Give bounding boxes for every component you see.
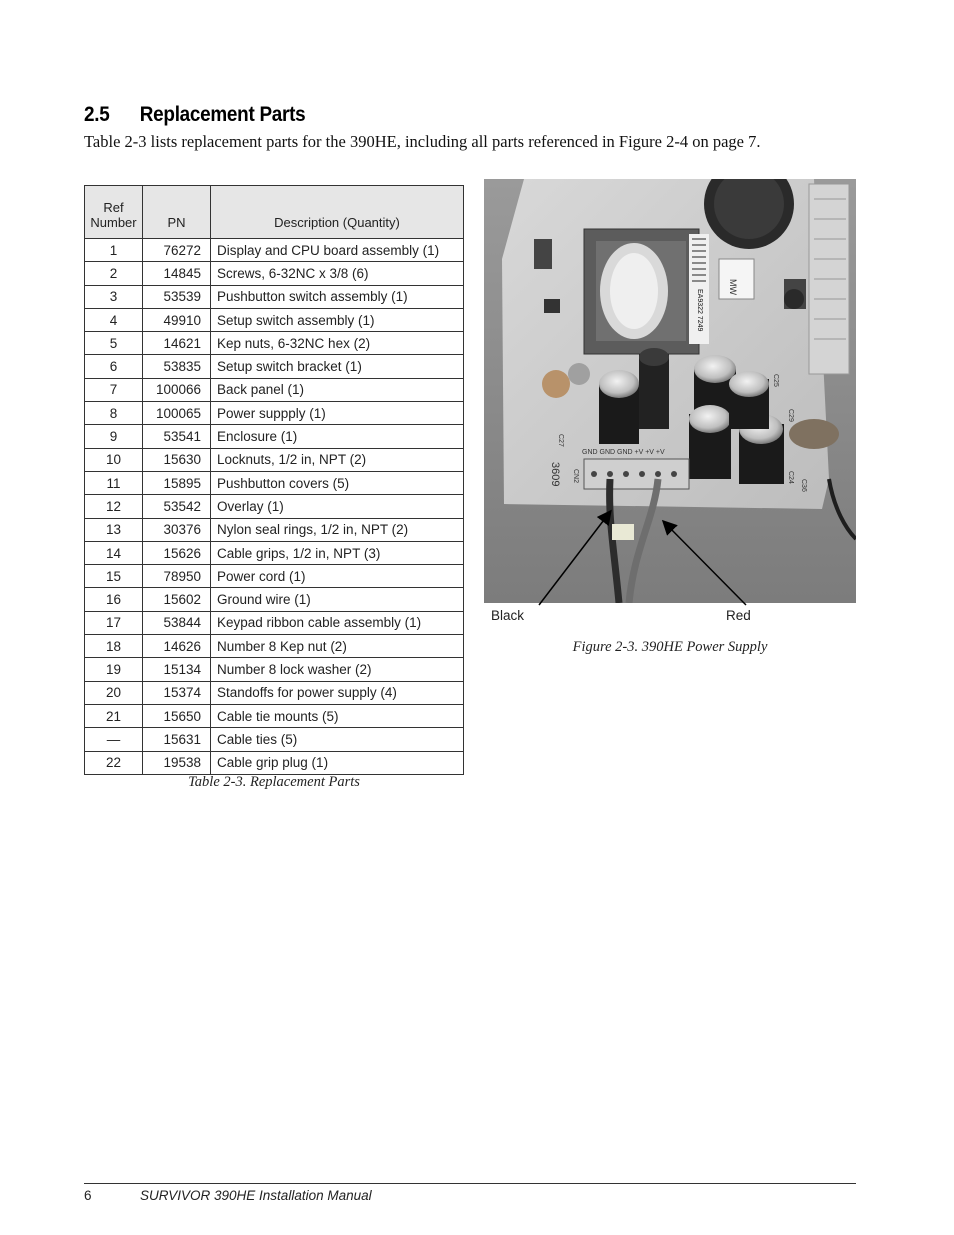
table-row <box>85 239 464 262</box>
cell-pn: 30376 <box>143 518 211 541</box>
table-row <box>85 565 464 588</box>
table-row <box>85 495 464 518</box>
cell-description: Locknuts, 1/2 in, NPT (2) <box>211 448 464 471</box>
cell-pn: 53835 <box>143 355 211 378</box>
cell-description: Cable ties (5) <box>211 728 464 751</box>
cell-pn: 100066 <box>143 378 211 401</box>
cell-description: Number 8 lock washer (2) <box>211 658 464 681</box>
c29-label: C29 <box>787 409 794 422</box>
table-row <box>85 704 464 727</box>
table-row <box>85 355 464 378</box>
cell-ref: 1 <box>85 239 143 262</box>
cell-description: Screws, 6-32NC x 3/8 (6) <box>211 262 464 285</box>
cell-description: Back panel (1) <box>211 378 464 401</box>
cell-pn: 15374 <box>143 681 211 704</box>
table-row <box>85 448 464 471</box>
brand-label: MW <box>728 279 738 295</box>
header-ref-line2: Number <box>90 215 137 230</box>
footer-title: SURVIVOR 390HE Installation Manual <box>140 1188 372 1203</box>
header-ref-number <box>85 186 143 239</box>
cell-ref: 20 <box>85 681 143 704</box>
cell-pn: 76272 <box>143 239 211 262</box>
cell-ref: 11 <box>85 471 143 494</box>
serial-label: EA9322 7249 <box>696 289 703 332</box>
section-heading <box>84 103 305 127</box>
table-row <box>85 611 464 634</box>
cell-description: Nylon seal rings, 1/2 in, NPT (2) <box>211 518 464 541</box>
table-row <box>85 308 464 331</box>
label-black-wire: Black <box>491 608 525 623</box>
cell-description: Cable grips, 1/2 in, NPT (3) <box>211 541 464 564</box>
cell-description: Pushbutton covers (5) <box>211 471 464 494</box>
table-row <box>85 681 464 704</box>
cell-pn: 15626 <box>143 541 211 564</box>
table-row <box>85 402 464 425</box>
cell-ref: 21 <box>85 704 143 727</box>
cell-ref: — <box>85 728 143 751</box>
cell-ref: 19 <box>85 658 143 681</box>
terminal-labels: GND GND GND +V +V +V <box>582 449 665 456</box>
table-row <box>85 518 464 541</box>
table-row <box>85 588 464 611</box>
cell-ref: 15 <box>85 565 143 588</box>
cell-description: Number 8 Kep nut (2) <box>211 635 464 658</box>
cell-description: Enclosure (1) <box>211 425 464 448</box>
table-row <box>85 332 464 355</box>
cell-description: Setup switch assembly (1) <box>211 308 464 331</box>
cell-ref: 5 <box>85 332 143 355</box>
cell-ref: 9 <box>85 425 143 448</box>
cell-description: Overlay (1) <box>211 495 464 518</box>
cell-pn: 19538 <box>143 751 211 774</box>
cell-pn: 15630 <box>143 448 211 471</box>
table-row <box>85 728 464 751</box>
cell-ref: 6 <box>85 355 143 378</box>
page-number: 6 <box>84 1188 92 1203</box>
cell-pn: 15602 <box>143 588 211 611</box>
power-supply-illustration <box>484 179 856 603</box>
table-caption: Table 2-3. Replacement Parts <box>188 774 360 790</box>
header-ref-line1: Ref <box>103 200 124 215</box>
cell-ref: 3 <box>85 285 143 308</box>
cell-description: Keypad ribbon cable assembly (1) <box>211 611 464 634</box>
section-number: 2.5 <box>84 103 110 126</box>
table-row <box>85 635 464 658</box>
cell-ref: 4 <box>85 308 143 331</box>
c27-label: C27 <box>557 434 564 447</box>
table-row <box>85 378 464 401</box>
section-title: Replacement Parts <box>139 103 306 126</box>
cell-description: Setup switch bracket (1) <box>211 355 464 378</box>
cell-ref: 13 <box>85 518 143 541</box>
board-number-label: 3609 <box>549 462 561 487</box>
cell-description: Cable tie mounts (5) <box>211 704 464 727</box>
cell-ref: 14 <box>85 541 143 564</box>
cell-ref: 7 <box>85 378 143 401</box>
cell-ref: 17 <box>85 611 143 634</box>
cell-pn: 53542 <box>143 495 211 518</box>
table-row <box>85 658 464 681</box>
cell-ref: 2 <box>85 262 143 285</box>
table-row <box>85 471 464 494</box>
replacement-parts-table <box>84 185 464 775</box>
cell-description: Pushbutton switch assembly (1) <box>211 285 464 308</box>
intro-paragraph: Table 2-3 lists replacement parts for the 390HE, including all parts referenced in Figure 2-4 on page 7. <box>84 132 761 151</box>
label-red-wire: Red <box>726 608 751 623</box>
cell-description: Standoffs for power supply (4) <box>211 681 464 704</box>
table-row <box>85 285 464 308</box>
table-row <box>85 541 464 564</box>
table-header-row <box>85 186 464 239</box>
cell-ref: 12 <box>85 495 143 518</box>
cell-description: Kep nuts, 6-32NC hex (2) <box>211 332 464 355</box>
cell-pn: 53539 <box>143 285 211 308</box>
cell-pn: 14621 <box>143 332 211 355</box>
power-supply-photo <box>484 179 856 603</box>
c36-label: C36 <box>800 479 807 492</box>
cell-description: Display and CPU board assembly (1) <box>211 239 464 262</box>
cell-pn: 53541 <box>143 425 211 448</box>
cell-ref: 16 <box>85 588 143 611</box>
cell-pn: 78950 <box>143 565 211 588</box>
header-description: Description (Quantity) <box>211 186 464 239</box>
cell-description: Ground wire (1) <box>211 588 464 611</box>
figure-caption: Figure 2-3. 390HE Power Supply <box>572 639 768 655</box>
cell-pn: 100065 <box>143 402 211 425</box>
cell-pn: 15895 <box>143 471 211 494</box>
cell-pn: 15631 <box>143 728 211 751</box>
cell-description: Power suppply (1) <box>211 402 464 425</box>
c25-label: C25 <box>772 374 779 387</box>
cell-pn: 14626 <box>143 635 211 658</box>
cell-ref: 10 <box>85 448 143 471</box>
cell-pn: 14845 <box>143 262 211 285</box>
table-row <box>85 751 464 774</box>
cell-pn: 15650 <box>143 704 211 727</box>
cell-pn: 53844 <box>143 611 211 634</box>
cell-pn: 49910 <box>143 308 211 331</box>
cell-ref: 18 <box>85 635 143 658</box>
header-pn: PN <box>143 186 211 239</box>
footer-rule <box>84 1183 856 1184</box>
cell-ref: 8 <box>85 402 143 425</box>
table-row <box>85 262 464 285</box>
cell-description: Cable grip plug (1) <box>211 751 464 774</box>
cell-pn: 15134 <box>143 658 211 681</box>
connector-label: CN2 <box>572 469 579 484</box>
table-row <box>85 425 464 448</box>
cell-description: Power cord (1) <box>211 565 464 588</box>
table-body <box>85 239 464 775</box>
c24-label: C24 <box>787 471 794 484</box>
cell-ref: 22 <box>85 751 143 774</box>
